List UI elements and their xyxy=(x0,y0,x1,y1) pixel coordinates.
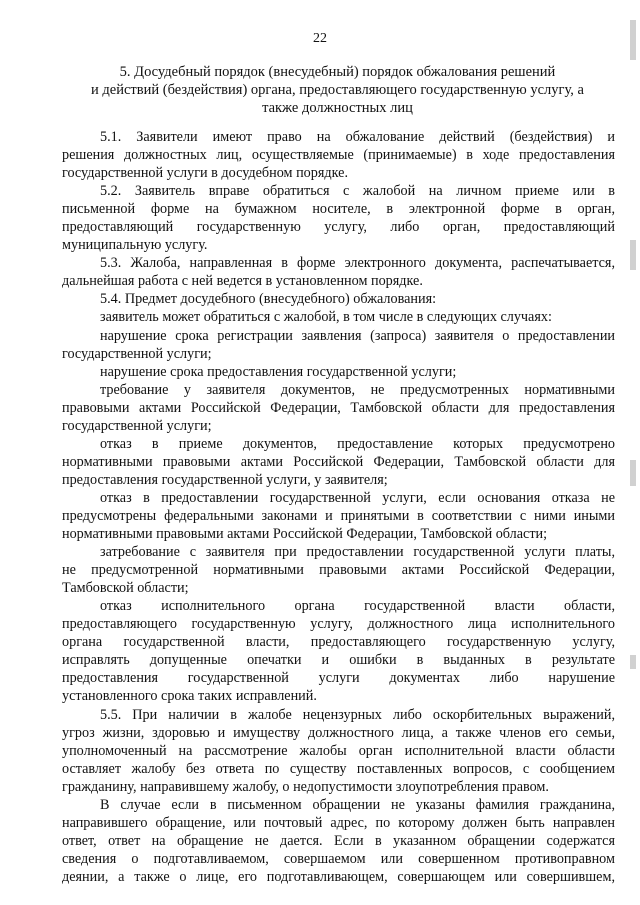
scan-artifact xyxy=(630,240,636,270)
scan-artifact xyxy=(630,655,636,669)
text-line: оставляет жалобу без ответа по существу поставленных вопросов, с сообщением xyxy=(62,760,615,777)
text-line: нарушение срока регистрации заявления (запроса) заявителя о предоставлении xyxy=(100,327,615,344)
heading-line: 5. Досудебный порядок (внесудебный) порядок обжалования решений xyxy=(119,64,556,80)
page-number: 22 xyxy=(313,31,327,46)
text-line: уполномоченный на рассмотрение жалобы орган исполнительной власти области xyxy=(62,742,615,759)
text-line: муниципальную услугу. xyxy=(62,237,208,254)
scan-artifact xyxy=(630,20,636,60)
text-line: деянии, а также о лице, его подготавливающем, совершающем или совершившем, xyxy=(62,868,615,885)
text-line: предусмотрены федеральными законами и принятыми в соответствии с ними иными xyxy=(62,507,615,524)
text-line: письменной форме на бумажном носителе, в электронной форме в орган, xyxy=(62,201,615,218)
body-text xyxy=(62,128,615,886)
text-line: 5.2. Заявитель вправе обратиться с жалобой на личном приеме или в xyxy=(100,183,615,200)
text-line: направившего обращение, или почтовый адрес, по которому должен быть направлен xyxy=(62,814,615,831)
text-line: нормативными правовыми актами Российской Федерации, Тамбовской области для xyxy=(62,453,615,470)
text-line: требование у заявителя документов, не предусмотренных нормативными xyxy=(100,381,615,398)
text-line: отказ исполнительного органа государственной власти области, xyxy=(100,598,615,615)
text-line: предоставления государственной услуги документах либо нарушение xyxy=(62,670,615,687)
text-line: государственной услуги в досудебном порядке. xyxy=(62,165,348,182)
heading-line: также должностных лиц xyxy=(262,100,413,116)
heading-line: и действий (бездействия) органа, предоставляющего государственную услугу, а xyxy=(91,82,584,98)
section-heading xyxy=(60,63,615,117)
text-line: исправлять допущенные опечатки и ошибки в выданных в результате xyxy=(62,652,615,669)
text-line: правовыми актами Российской Федерации, Тамбовской области для предоставления xyxy=(62,399,615,416)
text-line: 5.5. При наличии в жалобе нецензурных либо оскорбительных выражений, xyxy=(100,706,615,723)
text-line: затребование с заявителя при предоставлении государственной услуги платы, xyxy=(100,544,615,561)
text-line: установленного срока таких исправлений. xyxy=(62,688,317,705)
text-line: сведения о подготавливаемом, совершаемом или совершенном противоправном xyxy=(62,850,615,867)
text-line: нормативными правовыми актами Российской Федерации, Тамбовской области; xyxy=(62,526,548,543)
text-line: заявитель может обратиться с жалобой, в том числе в следующих случаях: xyxy=(100,309,552,326)
text-line: предоставляющего государственную услугу, должностного лица исполнительного xyxy=(62,616,615,633)
text-line: 5.4. Предмет досудебного (внесудебного) обжалования: xyxy=(100,291,437,308)
text-line: предоставления государственной услуги, у заявителя; xyxy=(62,471,388,488)
text-line: органа государственной власти, предоставляющего государственную услугу, xyxy=(62,634,615,651)
text-line: ответ, ответ на обращение не дается. Если в указанном обращении содержатся xyxy=(62,832,615,849)
text-line: государственной услуги; xyxy=(62,417,212,434)
scan-artifact xyxy=(630,460,636,486)
text-line: государственной услуги; xyxy=(62,345,212,362)
text-line: отказ в предоставлении государственной услуги, если основания отказа не xyxy=(100,489,615,506)
text-line: решения должностных лиц, осуществляемые (принимаемые) в ходе предоставления xyxy=(62,147,615,164)
text-line: 5.1. Заявители имеют право на обжалование действий (бездействия) и xyxy=(100,129,615,145)
text-line: дальнейшая работа с ней ведется в установленном порядке. xyxy=(62,273,423,290)
text-line: 5.3. Жалоба, направленная в форме электронного документа, распечатывается, xyxy=(100,255,615,272)
text-line: нарушение срока предоставления государственной услуги; xyxy=(100,363,457,380)
text-line: отказ в приеме документов, предоставление которых предусмотрено xyxy=(100,435,615,452)
text-line: гражданину, направившему жалобу, о недопустимости злоупотребления правом. xyxy=(62,778,549,795)
text-line: предоставляющий государственную услугу, либо орган, предоставляющий xyxy=(62,219,615,236)
text-line: не предусмотренной нормативными правовыми актами Российской Федерации, xyxy=(62,562,615,579)
text-line: Тамбовской области; xyxy=(62,580,189,597)
text-line: В случае если в письменном обращении не указаны фамилия гражданина, xyxy=(100,796,615,813)
text-line: угроз жизни, здоровью и имуществу должностного лица, а также членов его семьи, xyxy=(62,724,615,741)
